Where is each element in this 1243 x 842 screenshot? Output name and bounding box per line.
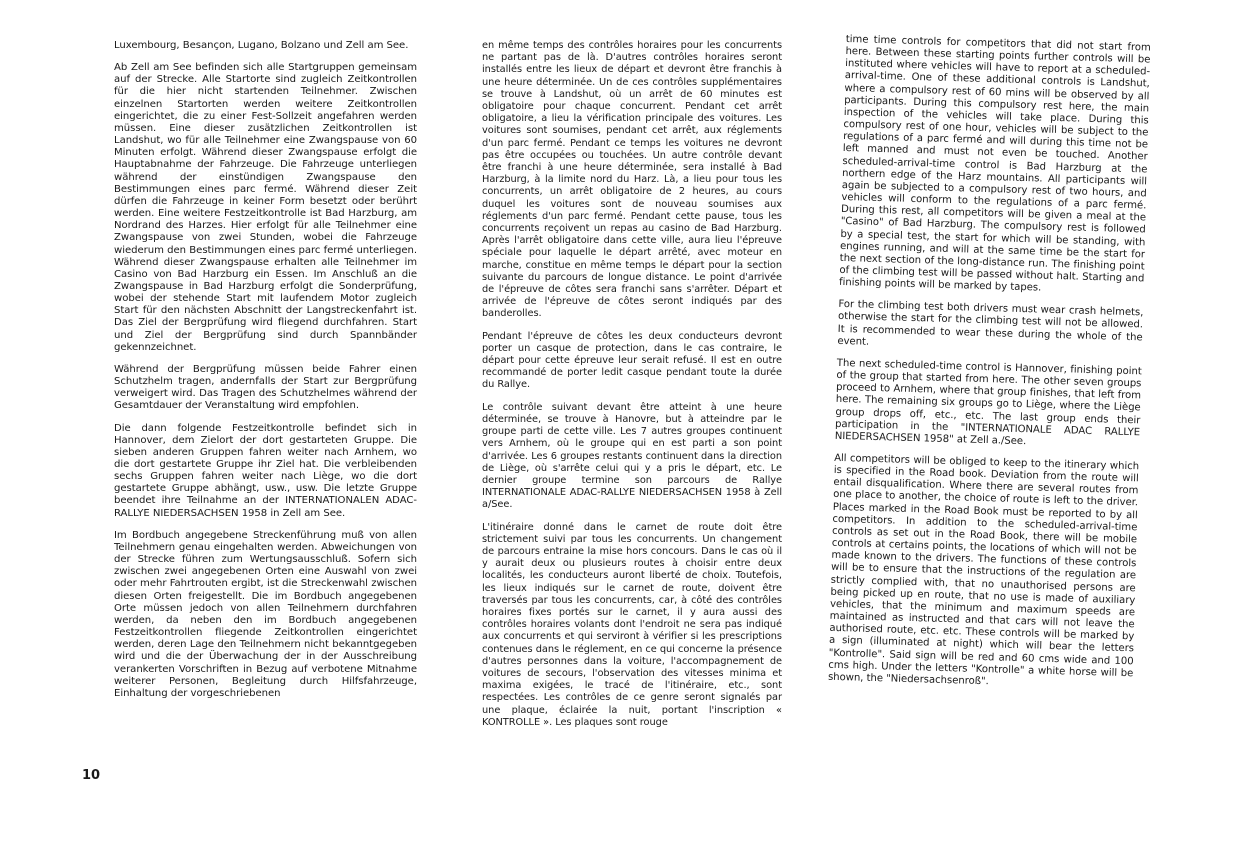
german-paragraph: Luxembourg, Besançon, Lugano, Bolzano und Zell am See.: [114, 40, 409, 51]
english-paragraph: time time controls for competitors that did not start from here. Between these starting points further controls will be instituted where vehicles will have to report at a scheduled-arrival-time. One of these additional controls is Landshut, where a compulsory rest of 60 mins will be observed by all participants. During this compulsory rest here, the main inspection of the vehicles will take place. During this compulsory rest of one hour, vehicles will be subject to the regulations of a parc fermé and will during this time not be left manned and must not even be touched. Another scheduled-arrival-time control is Bad Harzburg at the northern edge of the Harz mountains. All participants will again be subjected to a compulsory rest of two hours, and vehicles will conform to the regulations of a parc fermé. During this rest, all competitors will be given a meal at the "Casino" of Bad Harzburg. The compulsory rest is followed by a special test, the start for which will be standing, with engines running, and will at the same time be the start for the next section of the long-distance run. The finishing point of the climbing test will be passed without halt. Starting and finishing points will be marked by tapes.: [838, 34, 1151, 294]
french-paragraph: en même temps des contrôles horaires pour les concurrents ne partant pas de là. D'autres contrôles horaires seront installés entre les lieux de départ et devront être franchis à une heure déterminée. Un de ces contrôles supplémentaires se trouve à Landshut, où un arrêt de 60 minutes est obligatoire pour chaque concurrent. Pendant cet arrêt obligatoire, a lieu la vérification principale des voitures. Les voitures sont soumises, pendant cet arrêt, aux réglements d'un parc fermé. Pendant ce temps les voitures ne devront pas être occupées ou touchées. Un autre contrôle devant être franchi à une heure déterminée, sera installé à Bad Harzburg, à la limite nord du Harz. Là, a lieu pour tous les concurrents, un arrêt obligatoire de 2 heures, au cours duquel les voitures sont de nouveau soumises aux réglements d'un parc fermé. Pendant cette pause, tous les concurrents reçoivent un repas au casino de Bad Harzburg. Après l'arrêt obligatoire dans cette ville, aura lieu l'épreuve spéciale pour laquelle le départ arrêté, avec moteur en marche, constitue en même temps le départ pour la section suivante du parcours de longue distance. Le point d'arrivée de l'épreuve de côtes sera franchi sans s'arrêter. Départ et arrivée de l'épreuve de côtes seront indiqués par des banderolles.: [482, 40, 782, 320]
french-paragraph: Le contrôle suivant devant être atteint à une heure déterminée, se trouve à Hanovre, but à atteindre par le groupe parti de cette ville. Les 7 autres groupes continuent vers Arnhem, où le groupe qui en est parti a son point d'arrivée. Les 6 groupes restants continuent dans la direction de Liège, où s'arrête celui qui y a pris le départ, etc. Le dernier groupe termine son parcours de Rallye INTERNATIONALE ADAC-RALLYE NIEDERSACHSEN 1958 à Zell a/See.: [482, 401, 782, 511]
english-text-column: [828, 34, 1151, 702]
german-paragraph: Im Bordbuch angegebene Streckenführung muß von allen Teilnehmern genau eingehalten werden. Abweichungen von der Strecke führen zum Wertungsausschluß. Sofern sich zwischen zwei angegebenen Orten eine Auswahl von zwei oder mehr Fahrtrouten ergibt, ist die Streckenwahl zwischen diesen Orten freigestellt. Die im Bordbuch angegebenen Orte müssen jedoch von allen Teilnehmern durchfahren werden, da neben den im Bordbuch angegebenen Festzeitkontrollen fliegende Zeitkontrollen eingerichtet werden, deren Lage den Teilnehmern nicht bekanntgegeben wird und die der Überwachung der in der Ausschreibung verankerten Vorschriften in Bezug auf verbotene Mitnahme weiterer Personen, Begleitung durch Hilfsfahrzeuge, Einhaltung der vorgeschriebenen: [114, 529, 417, 699]
english-paragraph: All competitors will be obliged to keep to the itinerary which is specified in the Road book. Deviation from the route will entail disqualification. Where there are several routes from one place to another, the choice of route is left to the driver. Places marked in the Road Book must be reported to by all competitors. In addition to the scheduled-arrival-time controls as set out in the Road Book, there will be mobile controls at certains points, the locations of which will not be made known to the drivers. The functions of these controls will be to ensure that the instructions of the regulation are strictly complied with, that no unauthorised persons are being picked up en route, that no use is made of auxiliary vehicles, that the minimum and maximum speeds are maintained as instructed and that cars will not leave the authorised route, etc. etc. These controls will be marked by a sign (illuminated at night) which will bear the letters "Kontrolle". Said sign will be red and 60 cms wide and 100 cms high. Under the letters "Kontrolle" a white horse will be shown, the "Niedersachsenroß".: [827, 452, 1140, 688]
german-paragraph: Während der Bergprüfung müssen beide Fahrer einen Schutzhelm tragen, andernfalls der Start zur Bergprüfung verweigert wird. Das Tragen des Schutzhelmes während der Gesamtdauer der Veranstaltung wird empfohlen.: [114, 363, 417, 412]
page-number: 10: [82, 768, 101, 783]
german-paragraph: Die dann folgende Festzeitkontrolle befindet sich in Hannover, dem Zielort der dort gestarteten Gruppe. Die sieben anderen Gruppen fahren weiter nach Arnhem, wo die dort gestartete Gruppe ihr Ziel hat. Die verbleibenden sechs Gruppen fahren weiter nach Liège, wo die dort gestartete Gruppe abhängt, usw., usw. Die letzte Gruppe beendet ihre Teilnahme an der INTERNATIONALEN ADAC-RALLYE NIEDERSACHSEN 1958 in Zell am See.: [114, 422, 417, 519]
german-text-column: [114, 40, 417, 710]
french-text-column: [482, 40, 782, 739]
german-paragraph: Ab Zell am See befinden sich alle Startgruppen gemeinsam auf der Strecke. Alle Startorte sind zugleich Zeitkontrollen für die hier nicht startenden Teilnehmer. Zwischen einzelnen Startorten werden weitere Zeitkontrollen eingerichtet, die zu einer Fest-Sollzeit angefahren werden müssen. Eine dieser zusätzlichen Zeitkontrollen ist Landshut, wo für alle Teilnehmer eine Zwangspause von 60 Minuten erfolgt. Während dieser Zwangspause erfolgt die Hauptabnahme der Fahrzeuge. Die Fahrzeuge unterliegen während der einstündigen Zwangspause den Bestimmungen eines parc fermé. Während dieser Zeit dürfen die Fahrzeuge in keiner Form besetzt oder berührt werden. Eine weitere Festzeitkontrolle ist Bad Harzburg, am Nordrand des Harzes. Hier erfolgt für alle Teilnehmer eine Zwangspause von zwei Stunden, wobei die Fahrzeuge wiederum den Bestimmungen eines parc fermé unterliegen. Während dieser Zwangspause erhalten alle Teilnehmer im Casino von Bad Harzburg ein Essen. Im Anschluß an die Zwangspause in Bad Harzburg erfolgt die Sonderprüfung, wobei der stehende Start mit laufendem Motor zugleich Start für den nächsten Abschnitt der Langstreckenfahrt ist. Das Ziel der Bergprüfung wird fliegend durchfahren. Start und Ziel der Bergprüfung sind durch Spannbänder gekennzeichnet.: [114, 62, 417, 353]
french-paragraph: L'itinéraire donné dans le carnet de route doit être strictement suivi par tous les concurrents. Un changement de parcours entraine la mise hors concours. Dans le cas où il y aurait deux ou plusieurs routes à choisir entre deux localités, les conducteurs auront liberté de choix. Toutefois, les lieux indiqués sur le carnet de route, doivent être traversés par tous les concurrents, car, à côté des contrôles horaires fixes portés sur le carnet, il y aura aussi des contrôles horaires volants dont l'endroit ne sera pas indiqué aux concurrents et qui serviront à vérifier si les prescriptions contenues dans le réglement, en ce qui concerne la présence d'autres personnes dans la voiture, l'accompagnement de voitures de secours, l'observation des vitesses minima et maxima exigées, le tracé de l'itinéraire, etc., sont respectées. Les contrôles de ce genre seront signalés par une plaque, éclairée la nuit, portant l'inscription « KONTROLLE ». Les plaques sont rouge: [482, 521, 782, 728]
english-paragraph: The next scheduled-time control is Hannover, finishing point of the group that started from here. The other seven groups proceed to Arnhem, where that group finishes, that left from here. The remaining six groups go to Liège, where the Liège group drops off, etc., etc. The last group ends their participation in the "INTERNATIONALE ADAC RALLYE NIEDERSACHSEN 1958" at Zell a./See.: [834, 357, 1142, 448]
english-paragraph: For the climbing test both drivers must wear crash helmets, otherwise the start for the climbing test will not be allowed. It is recommended to wear these during the whole of the event.: [837, 299, 1144, 348]
french-paragraph: Pendant l'épreuve de côtes les deux conducteurs devront porter un casque de protection, dans le cas contraire, le départ pour cette épreuve leur serait refusé. Il est en outre recommandé de porter ledit casque pendant toute la durée du Rallye.: [482, 330, 782, 391]
